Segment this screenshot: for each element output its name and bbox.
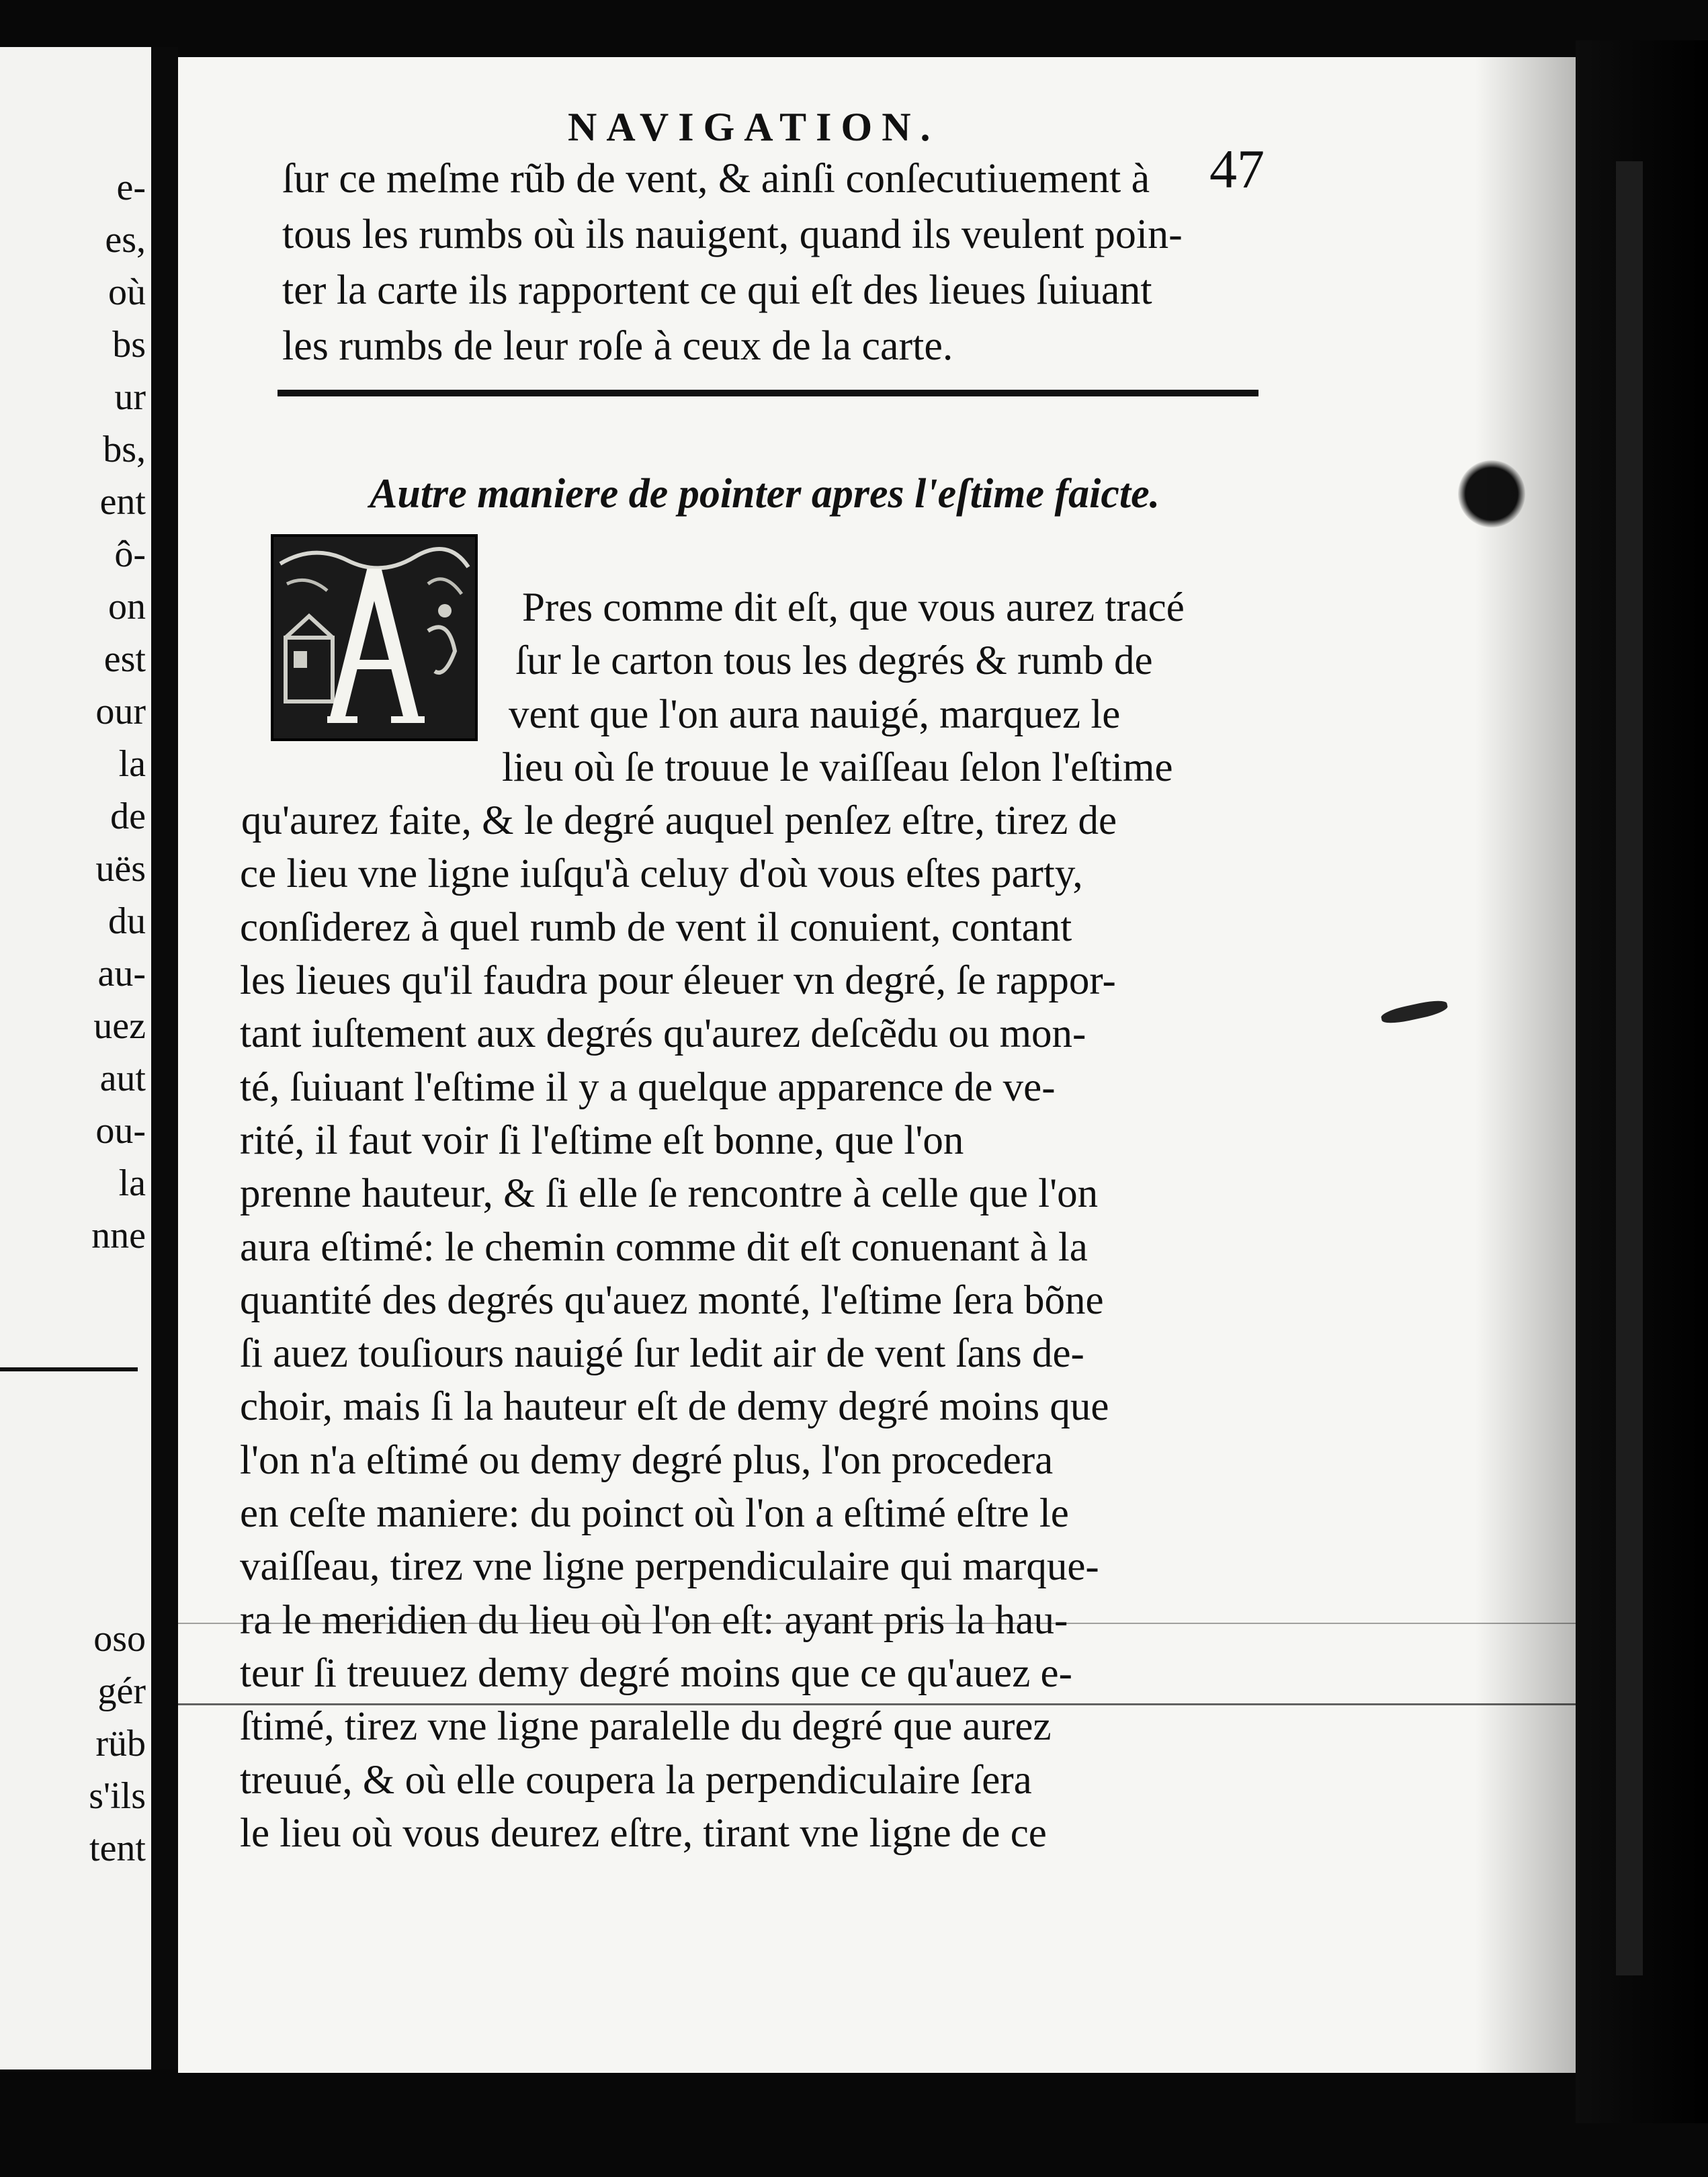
running-head: NAVIGATION. <box>568 105 940 149</box>
left-page-fragment: rüb <box>95 1723 146 1764</box>
left-page-fragment: la <box>118 1162 146 1204</box>
left-page-fragment: aut <box>99 1058 146 1099</box>
text-line: ra le meridien du lieu où l'on eſt: ayant pris la hau- <box>240 1597 1068 1643</box>
text-line: ſur le carton tous les degrés & rumb de <box>515 638 1153 684</box>
text-line: vaiſſeau, tirez vne ligne perpendiculaire qui marque- <box>240 1544 1099 1590</box>
left-page-fragment: our <box>95 691 146 732</box>
left-page-fragment: nne <box>91 1215 146 1256</box>
text-line: aura eſtimé: le chemin comme dit eſt conuenant à la <box>240 1224 1088 1270</box>
text-line: l'on n'a eſtimé ou demy degré plus, l'on procedera <box>240 1437 1054 1483</box>
text-line: tous les rumbs où ils nauigent, quand ils veulent poin- <box>282 212 1183 257</box>
text-line: ce lieu vne ligne iuſqu'à celuy d'où vous eſtes party, <box>240 851 1083 897</box>
left-page-fragment: la <box>118 743 146 785</box>
text-line: prenne hauteur, & ſi elle ſe rencontre à celle que l'on <box>240 1171 1099 1217</box>
text-line: rité, il faut voir ſi l'eſtime eſt bonne, que l'on <box>240 1117 964 1163</box>
main-paragraph <box>240 581 1422 1860</box>
left-facing-page <box>0 47 154 2069</box>
left-page-fragment: oso <box>93 1618 146 1660</box>
text-line: ſi auez touſiours nauigé ſur ledit air de vent ſans de- <box>240 1331 1084 1377</box>
left-page-fragment: s'ils <box>89 1775 146 1817</box>
left-page-text-upper <box>91 161 146 1262</box>
left-page-fragment: ur <box>114 376 146 418</box>
text-line: choir, mais ſi la hauteur eſt de demy degré moins que <box>240 1384 1109 1430</box>
left-page-fragment: au- <box>97 953 146 994</box>
text-line: conſiderez à quel rumb de vent il conuient, contant <box>240 904 1072 950</box>
book-gutter <box>151 47 178 2069</box>
left-page-fragment: bs, <box>103 429 146 470</box>
left-page-rule <box>0 1367 138 1371</box>
text-line: teur ſi treuuez demy degré moins que ce qu'auez e- <box>240 1650 1072 1696</box>
text-line: ter la carte ils rapportent ce qui eſt des lieues ſuiuant <box>282 267 1152 313</box>
left-page-fragment: es, <box>105 219 146 261</box>
left-page-fragment: uës <box>95 848 146 890</box>
left-page-fragment: on <box>108 586 146 628</box>
page-number: 47 <box>1209 138 1265 200</box>
left-page-fragment: ô- <box>114 533 146 575</box>
left-page-text-lower <box>89 1613 146 1875</box>
text-line: lieu où ſe trouue le vaiſſeau ſelon l'eſtime <box>502 744 1173 790</box>
page-edge-shadow <box>1475 57 1576 2073</box>
page-block-edge <box>1616 161 1643 1975</box>
left-page-fragment: ent <box>99 481 146 523</box>
text-line: treuué, & où elle coupera la perpendiculaire ſera <box>240 1757 1032 1803</box>
left-page-fragment: e- <box>116 167 146 208</box>
left-page-fragment: où <box>108 271 146 313</box>
left-page-fragment: de <box>110 796 146 837</box>
text-line: les lieues qu'il faudra pour éleuer vn degré, ſe rappor- <box>240 958 1116 1004</box>
text-line: qu'aurez faite, & le degré auquel penſez eſtre, tirez de <box>241 798 1117 844</box>
left-page-fragment: bs <box>112 324 146 366</box>
left-page-fragment: est <box>103 638 146 680</box>
continued-text-block <box>282 151 1465 374</box>
text-line: les rumbs de leur roſe à ceux de la carte. <box>282 323 953 369</box>
text-line: vent que l'on aura nauigé, marquez le <box>509 691 1121 737</box>
left-page-fragment: uez <box>93 1005 146 1047</box>
left-page-fragment: tent <box>89 1828 146 1869</box>
text-line: quantité des degrés qu'auez monté, l'eſtime ſera bõne <box>240 1277 1104 1323</box>
text-line: tant iuſtement aux degrés qu'aurez deſcẽdu ou mon- <box>240 1011 1086 1057</box>
section-title: Autre maniere de pointer apres l'eſtime faicte. <box>370 471 1160 517</box>
left-page-fragment: ou- <box>95 1110 146 1152</box>
right-page <box>178 57 1576 2073</box>
left-page-fragment: gér <box>97 1670 146 1712</box>
text-line: le lieu où vous deurez eſtre, tirant vne ligne de ce <box>240 1810 1047 1856</box>
text-line: en ceſte maniere: du poinct où l'on a eſtimé eſtre le <box>240 1491 1069 1537</box>
text-line: ſur ce meſme rũb de vent, & ainſi conſecutiuement à <box>282 156 1150 202</box>
text-line: té, ſuiuant l'eſtime il y a quelque apparence de ve- <box>240 1064 1056 1110</box>
left-page-fragment: du <box>108 900 146 942</box>
text-line: Pres comme dit eſt, que vous aurez tracé <box>522 585 1185 630</box>
text-line: ſtimé, tirez vne ligne paralelle du degré que aurez <box>240 1704 1052 1750</box>
section-rule <box>277 390 1258 396</box>
